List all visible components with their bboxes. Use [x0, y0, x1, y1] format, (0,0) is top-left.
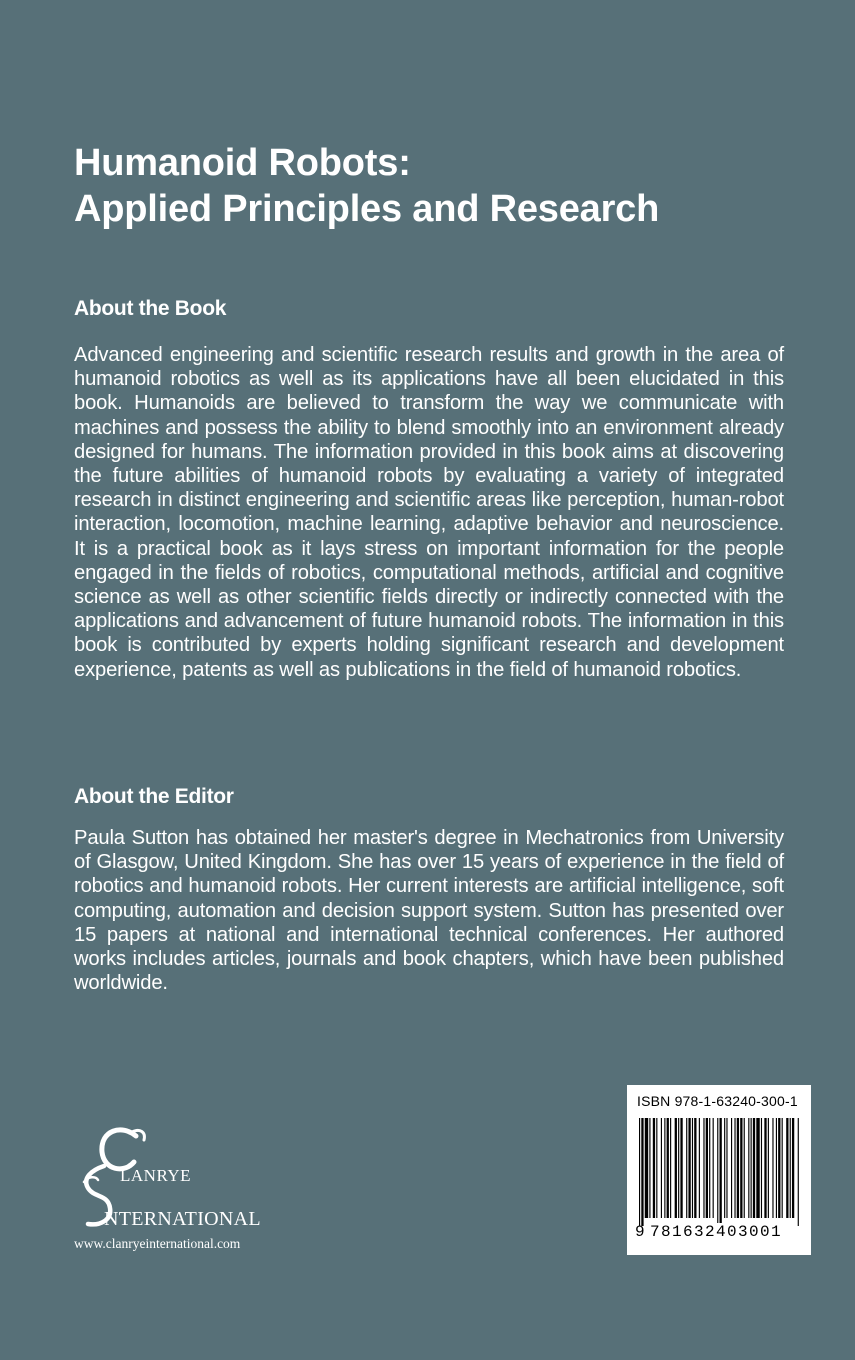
barcode-bar: [768, 1118, 769, 1218]
barcode-bar: [748, 1118, 749, 1218]
publisher-name-word-2: NTERNATIONAL: [104, 1208, 261, 1230]
barcode-bar: [686, 1118, 687, 1218]
barcode-first-digit: 9: [635, 1223, 647, 1241]
barcode-bar: [737, 1118, 739, 1218]
barcode-bar: [706, 1118, 708, 1218]
barcode-bar: [639, 1118, 640, 1226]
book-title: [74, 140, 794, 232]
barcode-bar: [692, 1118, 693, 1218]
about-book-text: Advanced engineering and scientific research results and growth in the area of humanoid robotics as well as its applications have all been elucidated in this book. Humanoids are believed to transform the way we communicate with machines and possess the ability to blend smoothly into an environment already designed for humans. The information provided in this book aims at discovering the future abilities of humanoid robots by evaluating a variety of integrated research in distinct engineering and scientific areas like perception, human-robot interaction, locomotion, machine learning, adaptive behavior and neuroscience. It is a practical book as it lays stress on important information for the people engaged in the fields of robotics, computational methods, artificial and cognitive science as well as other scientific fields directly or indirectly connected with the applications and advancement of future humanoid robots. The information in this book is contributed by experts holding significant research and development experience, patents as well as publications in the field of humanoid robotics.: [74, 344, 784, 681]
about-editor-text: Paula Sutton has obtained her master's degree in Mechatronics from University of Glasgow, United Kingdom. She has over 15 years of experience in the field of robotics and humanoid robots. Her current interests are artificial intelligence, soft computing, automation and decision support system. Sutton has presented over 15 papers at national and international technical conferences. Her authored works includes articles, journals and book chapters, which have been published worldwide.: [74, 827, 784, 995]
barcode-bar: [776, 1118, 777, 1218]
barcode-digit-group: 781632403001: [650, 1223, 783, 1241]
isbn-label: ISBN 978-1-63240-300-1: [637, 1093, 798, 1109]
barcode-bar: [709, 1118, 710, 1218]
barcode-bar: [744, 1118, 745, 1218]
barcode-bar: [792, 1118, 794, 1218]
publisher-website[interactable]: www.clanryeinternational.com: [74, 1236, 241, 1251]
book-title-line-1: Humanoid Robots:: [74, 142, 411, 184]
barcode-bar: [756, 1118, 759, 1218]
barcode-bar: [726, 1118, 727, 1218]
barcode-bar: [790, 1118, 791, 1218]
publisher-logo: [74, 1122, 294, 1262]
barcode-bar: [694, 1118, 696, 1218]
barcode-bar: [667, 1118, 669, 1218]
barcode-bar: [782, 1118, 783, 1218]
barcode-bar: [753, 1118, 755, 1218]
barcode-bar: [678, 1118, 679, 1218]
barcode-bar: [645, 1118, 648, 1218]
book-title-line-2: Applied Principles and Research: [74, 188, 660, 230]
barcode-bar: [680, 1118, 682, 1218]
barcode-bar: [649, 1118, 650, 1218]
barcode-bar: [798, 1118, 799, 1226]
barcode-bar: [664, 1118, 665, 1218]
about-book-heading: About the Book: [74, 297, 227, 320]
barcode-bar: [670, 1118, 671, 1218]
isbn-barcode-box: [627, 1085, 811, 1255]
barcode-bar: [653, 1118, 655, 1218]
barcode-bar: [751, 1118, 752, 1218]
barcode-bar: [641, 1118, 643, 1226]
barcode-bar: [720, 1118, 722, 1226]
about-editor-heading: About the Editor: [74, 785, 234, 808]
barcode-bar: [731, 1118, 732, 1218]
publisher-name-word-1: LANRYE: [120, 1166, 191, 1185]
barcode-bar: [740, 1118, 742, 1218]
barcode-bar: [675, 1118, 677, 1218]
barcode-digits: [635, 1223, 803, 1241]
barcode-bar: [724, 1118, 725, 1218]
barcode-bar: [778, 1118, 780, 1218]
barcode-icon: [637, 1118, 801, 1226]
barcode-bar: [734, 1118, 735, 1218]
barcode-bar: [761, 1118, 762, 1218]
barcode-bar: [764, 1118, 766, 1218]
barcode-bar: [661, 1118, 662, 1218]
barcode-bar: [688, 1118, 690, 1218]
barcode-bar: [717, 1118, 718, 1226]
barcode-bar: [699, 1118, 700, 1218]
barcode-bar: [703, 1118, 704, 1218]
barcode-bar: [656, 1118, 657, 1218]
barcode-bar: [713, 1118, 714, 1218]
barcode-bar: [786, 1118, 788, 1218]
barcode-bar: [772, 1118, 773, 1218]
